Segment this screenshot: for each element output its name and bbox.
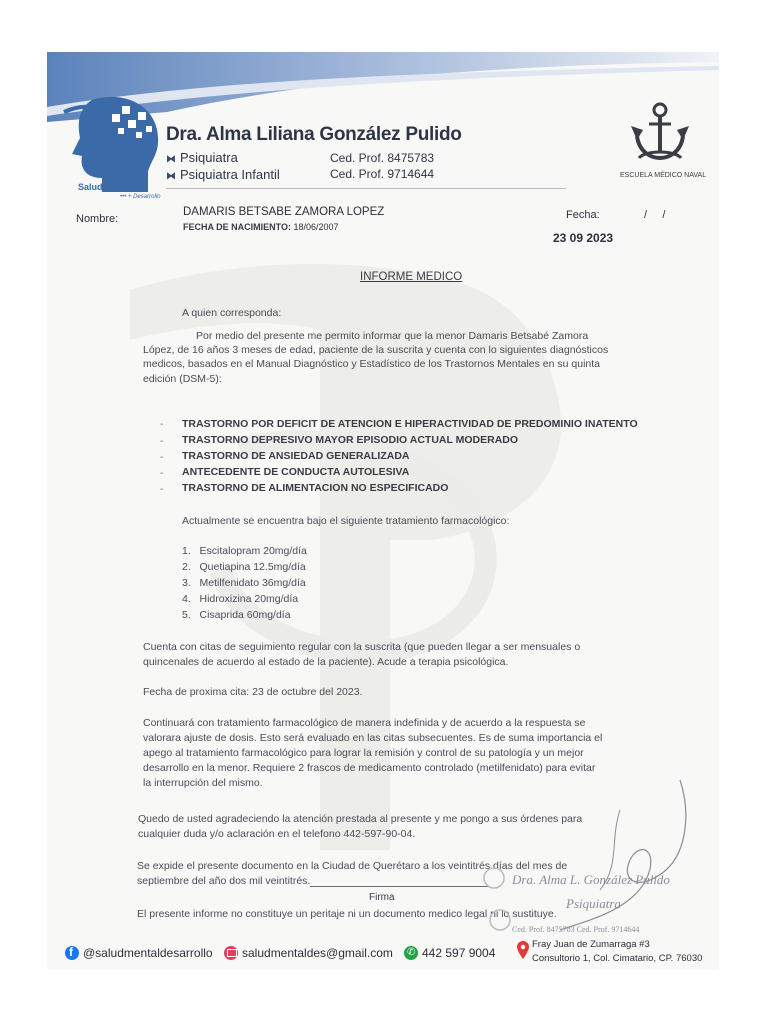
school-name: ESCUELA MÉDICO NAVAL [620, 172, 707, 179]
report-title: INFORME MEDICO [360, 271, 463, 283]
email-icon[interactable] [224, 946, 238, 960]
specialty-1-text: Psiquiatra [180, 150, 238, 165]
closing-line-1: Quedo de usted agradeciendo la atención prestada al presente y me pongo a sus órdenes para [138, 813, 583, 825]
navy-anchor-icon [625, 96, 695, 166]
stamp-line-3: Ced. Prof. 8475783 Ced. Prof. 9714644 [512, 925, 640, 934]
diagnosis-4: ANTECEDENTE DE CONDUCTA AUTOLESIVA [182, 466, 410, 478]
logo-subtitle: ••• + Desarrollo [120, 194, 161, 200]
stamp-line-2: Psiquiatra [566, 896, 621, 911]
firma-label: Firma [369, 892, 395, 903]
handwritten-signature [470, 770, 700, 940]
fecha-slashes: / / [644, 209, 666, 221]
followup-line-1: Cuenta con citas de seguimiento regular con la suscrita (que pueden llegar a ser mensuales o [143, 641, 581, 653]
dob-value: 18/06/2007 [293, 222, 339, 232]
intro-line-2: López, de 16 años 3 meses de edad, paciente de la suscrita y cuenta con lo siguientes diagnósticos [143, 344, 609, 356]
specialty-1 [166, 150, 238, 165]
phone-number[interactable]: 442 597 9004 [422, 946, 496, 960]
stamp-line-1: Dra. Alma L. González Pulido [512, 872, 670, 887]
treatment-intro: Actualmente se encuentra bajo el siguiente tratamiento farmacológico: [182, 515, 510, 527]
followup-line-2: quincenales de acuerdo al estado de la paciente). Acude a terapia psicológica. [143, 656, 509, 668]
continuation-line-2: valorara ajuste de dosis. Esto será evaluado en las citas subsecuentes. Es de suma importancia el [143, 732, 603, 744]
fecha-label: Fecha: [566, 209, 600, 221]
continuation-line-1: Continuará con tratamiento farmacológico de manera indefinida y de acuerdo a la respuesta se [143, 717, 586, 729]
medication-item: 3. Metilfenidato 36mg/día [182, 577, 306, 589]
medication-item: 2. Quetiapina 12.5mg/día [182, 561, 306, 573]
bullet-dash: - [160, 468, 164, 479]
disclaimer: El presente informe no constituye un peritaje ni un documento medico legal ni lo sustituye. [137, 908, 557, 920]
continuation-line-5: la interrupción del mismo. [143, 777, 263, 789]
greeting: A quien corresponda: [182, 307, 282, 319]
diagnosis-1: TRASTORNO POR DEFICIT DE ATENCION E HIPERACTIVIDAD DE PREDOMINIO INATENTO [182, 418, 638, 430]
logo-name: Salud Mental [78, 182, 134, 192]
bullet-dash: - [160, 484, 164, 495]
patient-name: DAMARIS BETSABE ZAMORA LOPEZ [183, 206, 385, 218]
address-line-2: Consultorio 1, Col. Cimatario, CP. 76030 [532, 953, 703, 964]
ced-prof-1: Ced. Prof. 8475783 [330, 151, 435, 165]
email-address[interactable]: saludmentaldes@gmail.com [242, 946, 393, 960]
issued-line-2: septiembre del año dos mil veintitrés. [137, 875, 311, 887]
caduceus-bullet-icon: ⧓ [166, 154, 176, 165]
intro-line-3: medicos, basados en el Manual Diagnóstico y Estadístico de los Trastornos Mentales en su quinta [143, 358, 601, 370]
specialty-2-text: Psiquiatra Infantil [180, 167, 280, 182]
dob-row [183, 222, 339, 232]
medication-item: 5. Cisaprida 60mg/día [182, 609, 291, 621]
medication-item: 4. Hidroxizina 20mg/día [182, 593, 299, 605]
signature-line [310, 886, 490, 887]
ced-prof-2: Ced. Prof. 9714644 [330, 167, 435, 181]
dob-label: FECHA DE NACIMIENTO: [183, 222, 291, 232]
intro-line-1: Por medio del presente me permito informar que la menor Damaris Betsabé Zamora [196, 330, 589, 342]
fecha-value: 23 09 2023 [553, 231, 614, 245]
diagnosis-3: TRASTORNO DE ANSIEDAD GENERALIZADA [182, 450, 410, 462]
doctor-name: Dra. Alma Liliana González Pulido [166, 124, 462, 145]
bullet-dash: - [160, 452, 164, 463]
continuation-line-4: desarrollo en la menor. Requiere 2 frascos de medicamento controlado (metilfenidato) para evitar [143, 762, 596, 774]
issued-line-1: Se expide el presente documento en la Ciudad de Querétaro a los veintitrés días del mes de [137, 860, 568, 872]
nombre-label: Nombre: [76, 213, 119, 225]
facebook-handle[interactable]: @saludmentaldesarrollo [83, 946, 213, 960]
diagnosis-5: TRASTORNO DE ALIMENTACION NO ESPECIFICADO [182, 482, 449, 494]
header-divider [166, 188, 566, 189]
caduceus-bullet-icon: ⧓ [166, 171, 176, 182]
continuation-line-3: apego al tratamiento farmacológico para lograr la remisión y control de su patología y un mejor [143, 747, 584, 759]
facebook-icon[interactable]: f [65, 946, 79, 960]
address-line-1: Fray Juan de Zumarraga #3 [532, 939, 650, 950]
next-appointment: Fecha de proxima cita: 23 de octubre del 2023. [143, 686, 363, 698]
diagnosis-2: TRASTORNO DEPRESIVO MAYOR EPISODIO ACTUAL MODERADO [182, 434, 519, 446]
location-icon [517, 941, 529, 959]
intro-line-4: edición (DSM-5): [143, 373, 222, 385]
closing-line-2: cualquier duda y/o aclaración en el telefono 442-597-90-04. [138, 828, 416, 840]
specialty-2 [166, 167, 280, 182]
bullet-dash: - [160, 419, 164, 430]
whatsapp-icon[interactable]: ✆ [404, 946, 418, 960]
bullet-dash: - [160, 436, 164, 447]
medication-item: 1. Escitalopram 20mg/día [182, 545, 307, 557]
